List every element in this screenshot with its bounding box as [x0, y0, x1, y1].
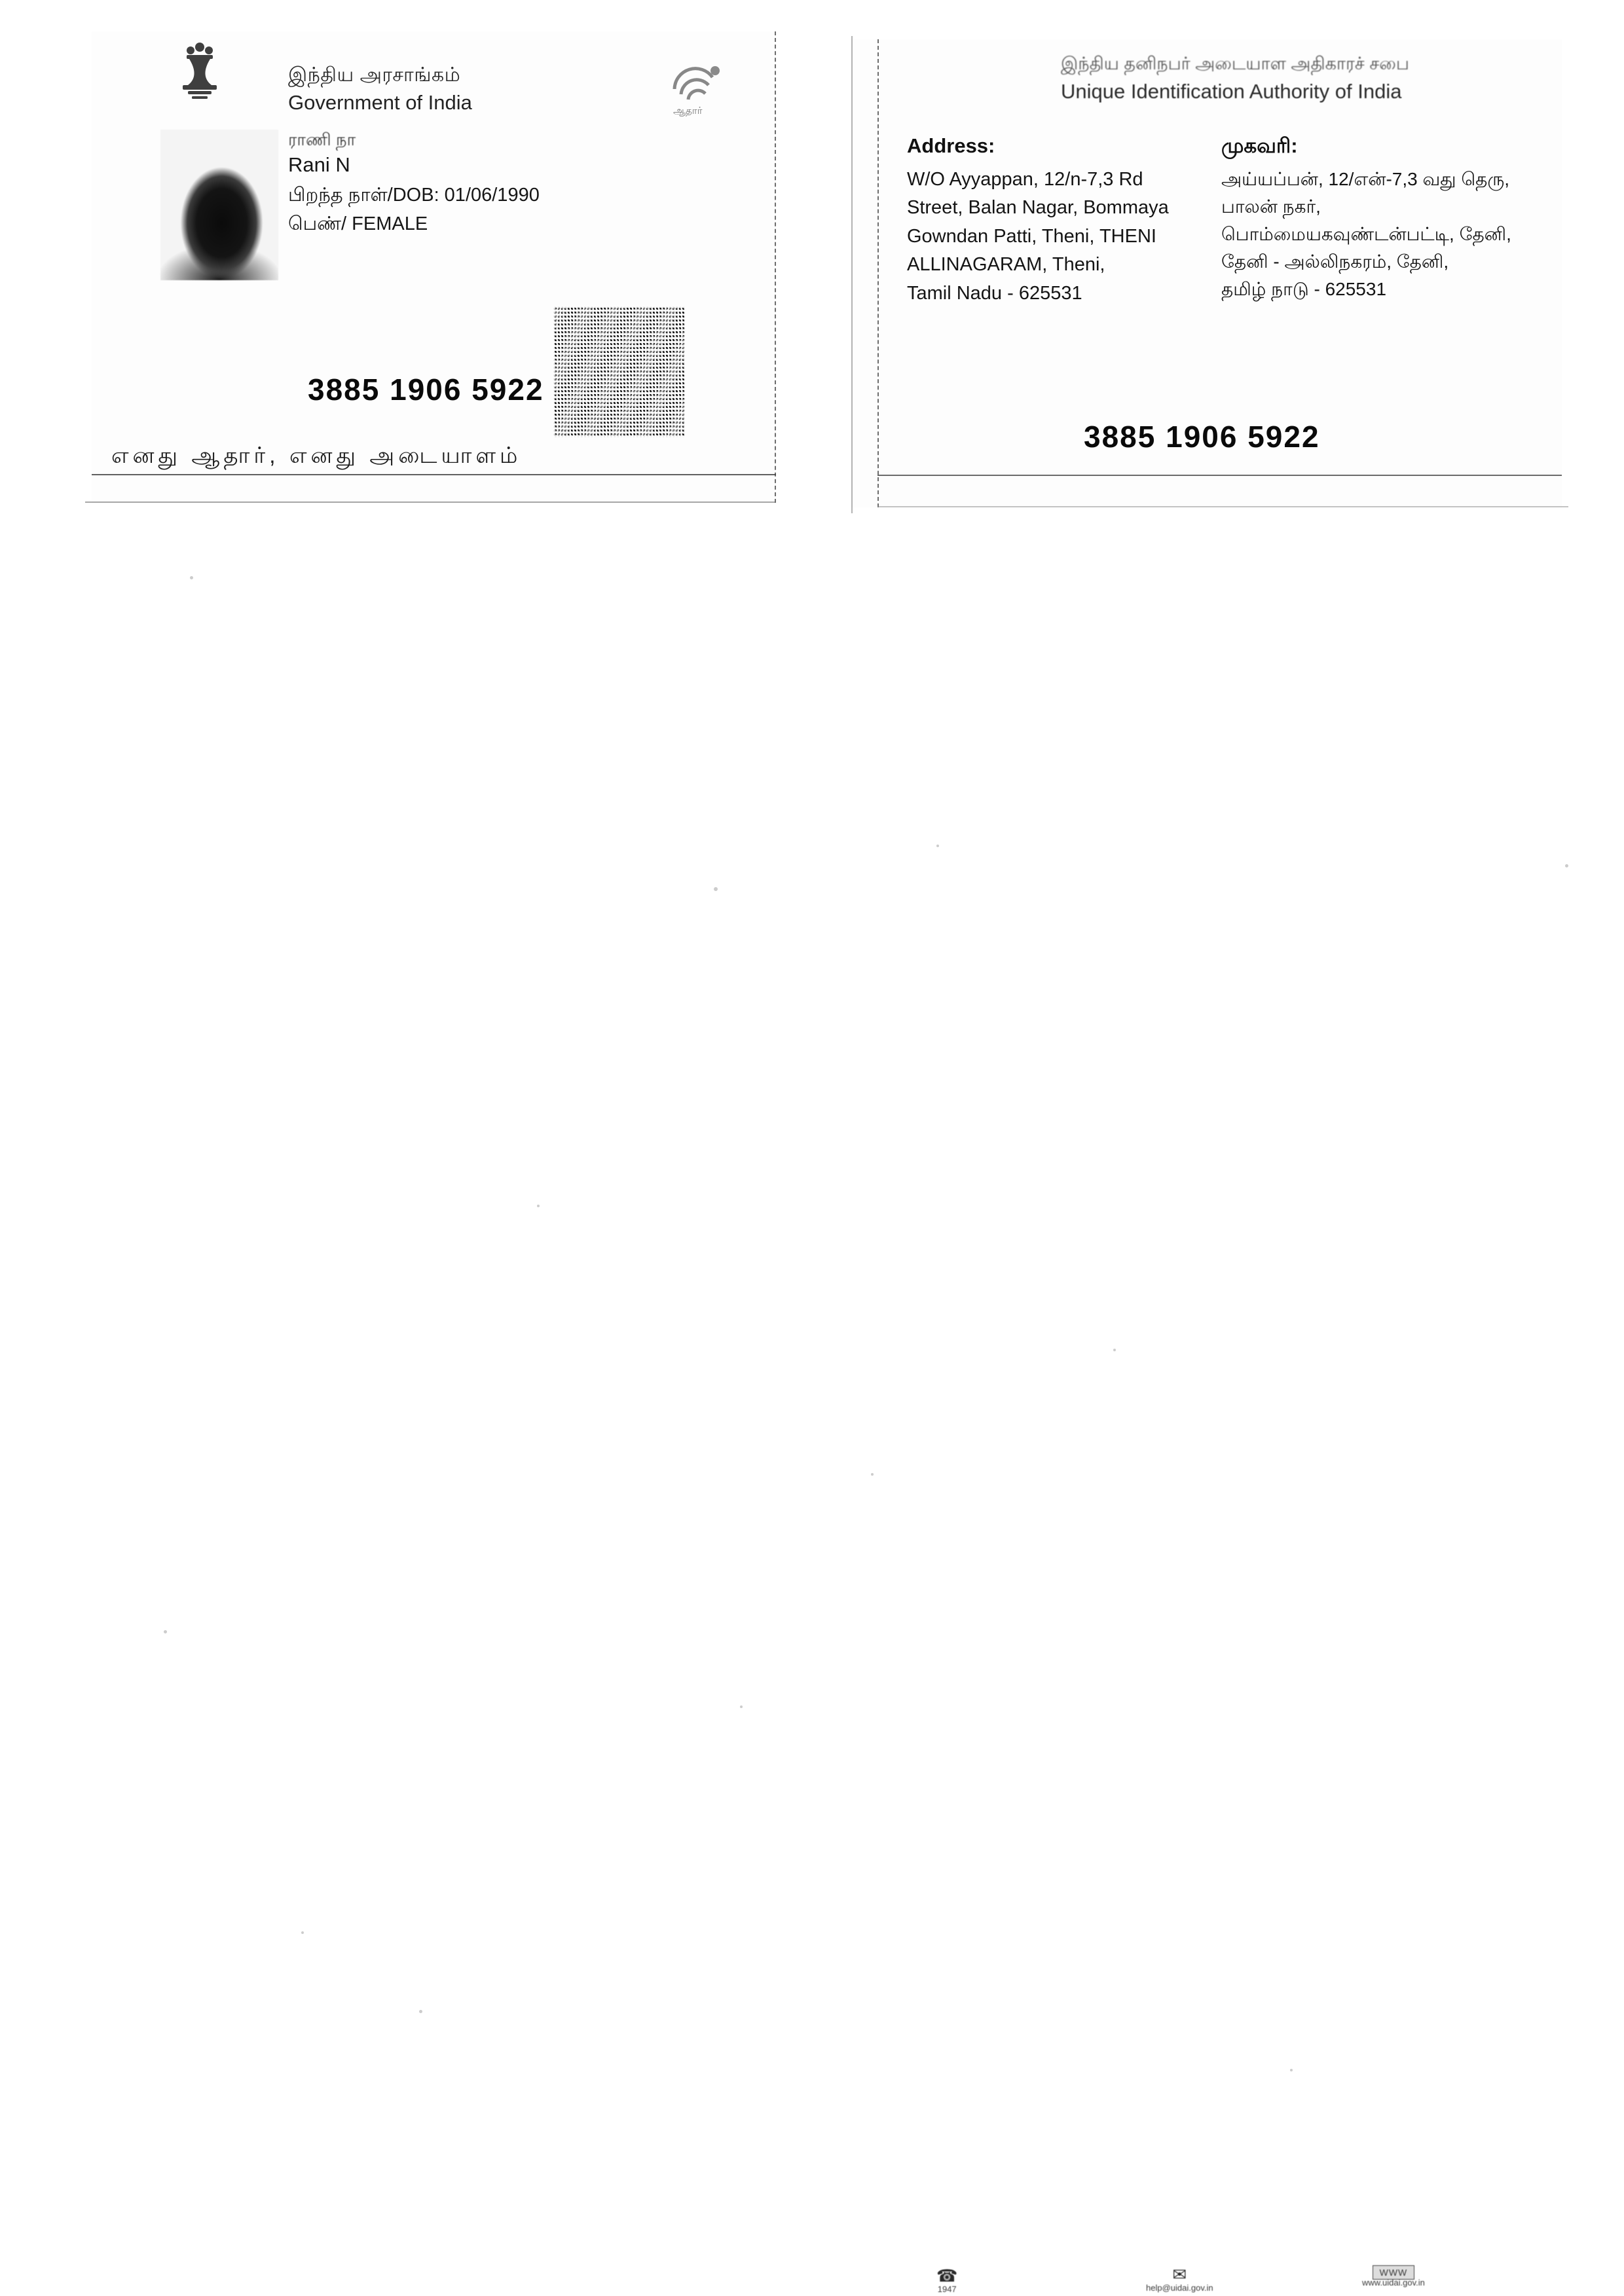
- uidai-authority-heading: [1061, 52, 1409, 105]
- address-line: அய்யப்பன், 12/என்-7,3 வது தெரு,: [1221, 168, 1510, 189]
- address-line: Tamil Nadu - 625531: [907, 282, 1082, 304]
- address-line: பொம்மையகவுண்டன்பட்டி, தேனி,: [1221, 223, 1511, 244]
- website-footer-item: [1362, 2267, 1425, 2287]
- address-line: ALLINAGARAM, Theni,: [907, 254, 1105, 275]
- address-block-tamil: [1221, 131, 1549, 303]
- holder-name-english: Rani N: [288, 153, 350, 177]
- address-line: W/O Ayyappan, 12/n-7,3 Rd: [907, 168, 1143, 190]
- address-label-tamil: முகவரி:: [1221, 134, 1298, 157]
- phone-icon: ☎: [936, 2266, 958, 2286]
- address-line: தமிழ் நாடு - 625531: [1221, 278, 1387, 299]
- government-tamil-text: இந்திய அரசாங்கம்: [288, 64, 461, 86]
- card-back-bottom-edge: [877, 475, 1562, 476]
- card-bottom-edge: [92, 474, 776, 475]
- authority-tamil-text: இந்திய தனிநபர் அடையாள அதிகாரச் சபை: [1061, 54, 1409, 73]
- holder-details: [288, 128, 540, 237]
- address-block-english: [907, 131, 1247, 308]
- address-label-english: Address:: [907, 134, 995, 157]
- aadhaar-slogan-tamil: எனது ஆதார், எனது அடையாளம்: [111, 443, 522, 468]
- india-national-emblem-icon: [174, 37, 226, 109]
- helpline-number: 1947: [937, 2284, 957, 2294]
- qr-code-icon: [553, 306, 684, 437]
- address-line: Street, Balan Nagar, Bommaya: [907, 197, 1169, 218]
- government-of-india-heading: [288, 63, 472, 115]
- aadhaar-number-front: 3885 1906 5922: [308, 373, 544, 407]
- envelope-icon: ✉: [1172, 2265, 1187, 2284]
- www-icon: WWW: [1373, 2265, 1415, 2280]
- card-back-bottom-edge-secondary: [877, 506, 1568, 507]
- support-email: help@uidai.gov.in: [1146, 2283, 1213, 2293]
- holder-photo: [160, 130, 278, 280]
- government-english-text: Government of India: [288, 90, 472, 114]
- cut-line-right: [775, 31, 776, 503]
- address-line: தேனி - அல்லிநகரம், தேனி,: [1221, 251, 1449, 272]
- authority-english-text: Unique Identification Authority of India: [1061, 80, 1402, 103]
- svg-text:ஆதார்: ஆதார்: [673, 105, 703, 117]
- email-footer-item: [1146, 2266, 1213, 2293]
- uidai-logo-icon: [661, 51, 733, 120]
- cut-line-left-secondary: [851, 36, 853, 513]
- holder-gender: பெண்/ FEMALE: [288, 213, 428, 235]
- card-back-footer: [936, 2265, 1526, 2294]
- holder-name-tamil: ராணி நா: [288, 130, 356, 149]
- helpline-footer-item: [936, 2267, 957, 2294]
- card-bottom-edge-secondary: [85, 501, 776, 503]
- website-url: www.uidai.gov.in: [1362, 2278, 1425, 2287]
- holder-dob: பிறந்த நாள்/DOB: 01/06/1990: [288, 185, 540, 206]
- address-line: பாலன் நகர்,: [1221, 196, 1321, 217]
- cut-line-left: [877, 39, 879, 507]
- aadhaar-number-back: 3885 1906 5922: [1084, 420, 1320, 454]
- address-line: Gowndan Patti, Theni, THENI: [907, 225, 1156, 247]
